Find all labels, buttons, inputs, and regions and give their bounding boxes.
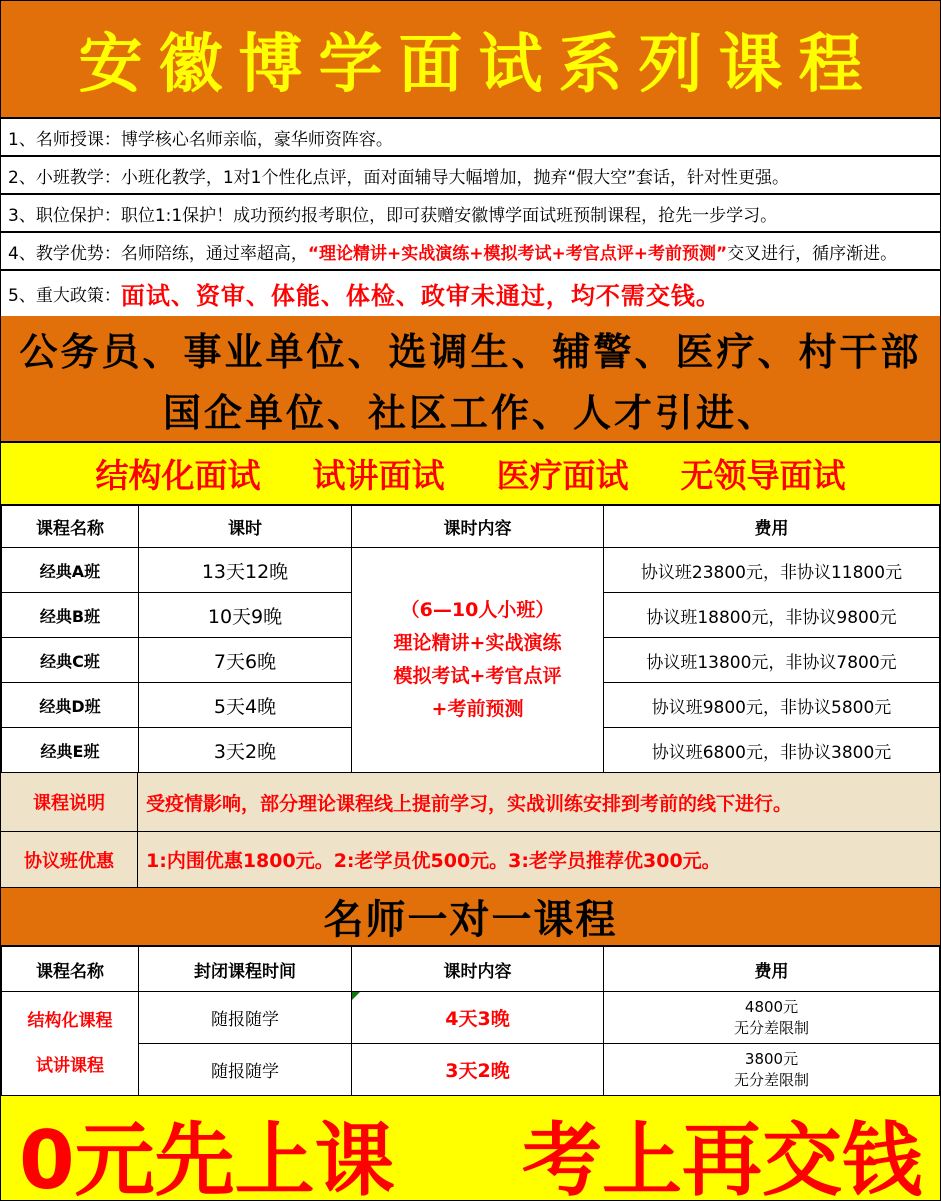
course-name-e: 经典E班 <box>2 728 139 773</box>
course-hours-c: 7天6晚 <box>139 638 352 683</box>
features-list <box>1 119 940 316</box>
discount-note-row <box>1 832 940 888</box>
oto-fee-1-note: 无分差限制 <box>733 1018 809 1037</box>
course-table-header-row <box>2 506 940 548</box>
course-name-c: 经典C班 <box>2 638 139 683</box>
table-row <box>2 992 940 1044</box>
feature-text: 2、小班教学：小班化教学，1对1个性化点评，面对面辅导大幅增加，抛弃“假大空”套话，针对性更强。 <box>8 167 790 188</box>
interview-types-strip <box>1 443 940 505</box>
oto-col-header-schedule: 封闭课程时间 <box>139 947 352 992</box>
course-content-merged <box>352 548 604 773</box>
one-on-one-title: 名师一对一课程 <box>323 897 618 943</box>
feature-text: 3、职位保护：职位1:1保护！成功预约报考职位，即可获赠安徽博学面试班预制课程，抢先一步学习。 <box>8 205 778 226</box>
oto-fee-2-amount: 3800元 <box>744 1050 799 1069</box>
audience-line-2: 国企单位、社区工作、人才引进、 <box>162 390 778 435</box>
interview-type-lecture: 试讲面试 <box>312 456 445 495</box>
col-header-course-name: 课程名称 <box>2 506 139 548</box>
note-text-description: 受疫情影响，部分理论课程线上提前学习，实战训练安排到考前的线下进行。 <box>146 792 793 815</box>
course-fee-d: 协议班9800元，非协议5800元 <box>604 683 940 728</box>
oto-fee-2 <box>604 1044 940 1096</box>
feature-text: 4、教学优势：名师陪练，通过率超高， <box>8 243 308 264</box>
note-label-description: 课程说明 <box>1 773 138 831</box>
one-on-one-table-section <box>1 946 940 1096</box>
course-fee-a: 协议班23800元，非协议11800元 <box>604 548 940 593</box>
feature-text: 5、重大政策： <box>8 286 121 306</box>
content-line-1: （6—10人小班） <box>400 598 555 621</box>
poster-title: 安徽博学面试系列课程 <box>78 27 879 102</box>
feature-item-3 <box>1 195 940 233</box>
poster-header <box>1 1 940 119</box>
oto-schedule-1: 随报随学 <box>139 992 352 1044</box>
feature-item-5 <box>1 271 940 316</box>
course-name-b: 经典B班 <box>2 593 139 638</box>
note-label-discount: 协议班优惠 <box>1 832 138 887</box>
oto-col-header-content: 课时内容 <box>352 947 604 992</box>
oto-col-header-fee: 费用 <box>604 947 940 992</box>
content-line-3: 模拟考试+考官点评 <box>393 665 562 687</box>
feature-text: 1、名师授课：博学核心名师亲临，豪华师资阵容。 <box>8 129 393 150</box>
course-note-row <box>1 773 940 832</box>
oto-course-lecture: 试讲课程 <box>36 1055 104 1076</box>
course-table <box>1 505 940 773</box>
feature-item-1 <box>1 119 940 157</box>
oto-schedule-2: 随报随学 <box>139 1044 352 1096</box>
oto-course-names <box>2 992 139 1096</box>
note-text-discount: 1:内围优惠1800元。2:老学员优500元。3:老学员推荐优300元。 <box>146 850 721 872</box>
oto-fee-1-amount: 4800元 <box>744 998 799 1017</box>
col-header-fee: 费用 <box>604 506 940 548</box>
course-fee-b: 协议班18800元，非协议9800元 <box>604 593 940 638</box>
oto-fee-2-note: 无分差限制 <box>733 1070 809 1089</box>
content-line-2: 理论精讲+实战演练 <box>393 631 562 654</box>
interview-type-leaderless: 无领导面试 <box>680 456 846 495</box>
oto-hours-2 <box>352 1044 604 1096</box>
feature-item-4 <box>1 233 940 271</box>
cell-corner-marker <box>352 992 360 1000</box>
course-hours-d: 5天4晚 <box>139 683 352 728</box>
table-row <box>2 548 940 593</box>
feature-text-post: 交叉进行，循序渐进。 <box>727 243 898 264</box>
course-table-section <box>1 505 940 773</box>
course-hours-b: 10天9晚 <box>139 593 352 638</box>
content-line-4: +考前预测 <box>431 698 524 721</box>
oto-hours-2-text: 3天2晚 <box>445 1060 510 1082</box>
course-hours-e: 3天2晚 <box>139 728 352 773</box>
oto-fee-1 <box>604 992 940 1044</box>
course-name-d: 经典D班 <box>2 683 139 728</box>
table-row <box>2 1044 940 1096</box>
oto-course-structured: 结构化课程 <box>27 1011 113 1032</box>
course-fee-c: 协议班13800元，非协议7800元 <box>604 638 940 683</box>
col-header-content: 课时内容 <box>352 506 604 548</box>
audience-line-1: 公务员、事业单位、选调生、辅警、医疗、村干部 <box>19 329 922 374</box>
slogan-part-2: 考上再交钱 <box>522 1114 922 1201</box>
one-on-one-banner <box>1 888 940 946</box>
one-on-one-table <box>1 946 940 1096</box>
interview-type-structured: 结构化面试 <box>95 456 261 495</box>
oto-hours-1-text: 4天3晚 <box>445 1008 510 1030</box>
interview-type-medical: 医疗面试 <box>496 456 629 495</box>
footer-slogan <box>1 1096 940 1201</box>
feature-highlight: “理论精讲+实战演练+模拟考试+考官点评+考前预测” <box>307 243 728 264</box>
audience-block <box>1 316 940 443</box>
course-name-a: 经典A班 <box>2 548 139 593</box>
oto-hours-1 <box>352 992 604 1044</box>
col-header-hours: 课时 <box>139 506 352 548</box>
course-hours-a: 13天12晚 <box>139 548 352 593</box>
feature-highlight-policy: 面试、资审、体能、体检、政审未通过，均不需交钱。 <box>120 281 721 310</box>
course-fee-e: 协议班6800元，非协议3800元 <box>604 728 940 773</box>
one-on-one-header-row <box>2 947 940 992</box>
slogan-part-1: 0元先上课 <box>19 1114 395 1201</box>
oto-col-header-course-name: 课程名称 <box>2 947 139 992</box>
feature-item-2 <box>1 157 940 195</box>
